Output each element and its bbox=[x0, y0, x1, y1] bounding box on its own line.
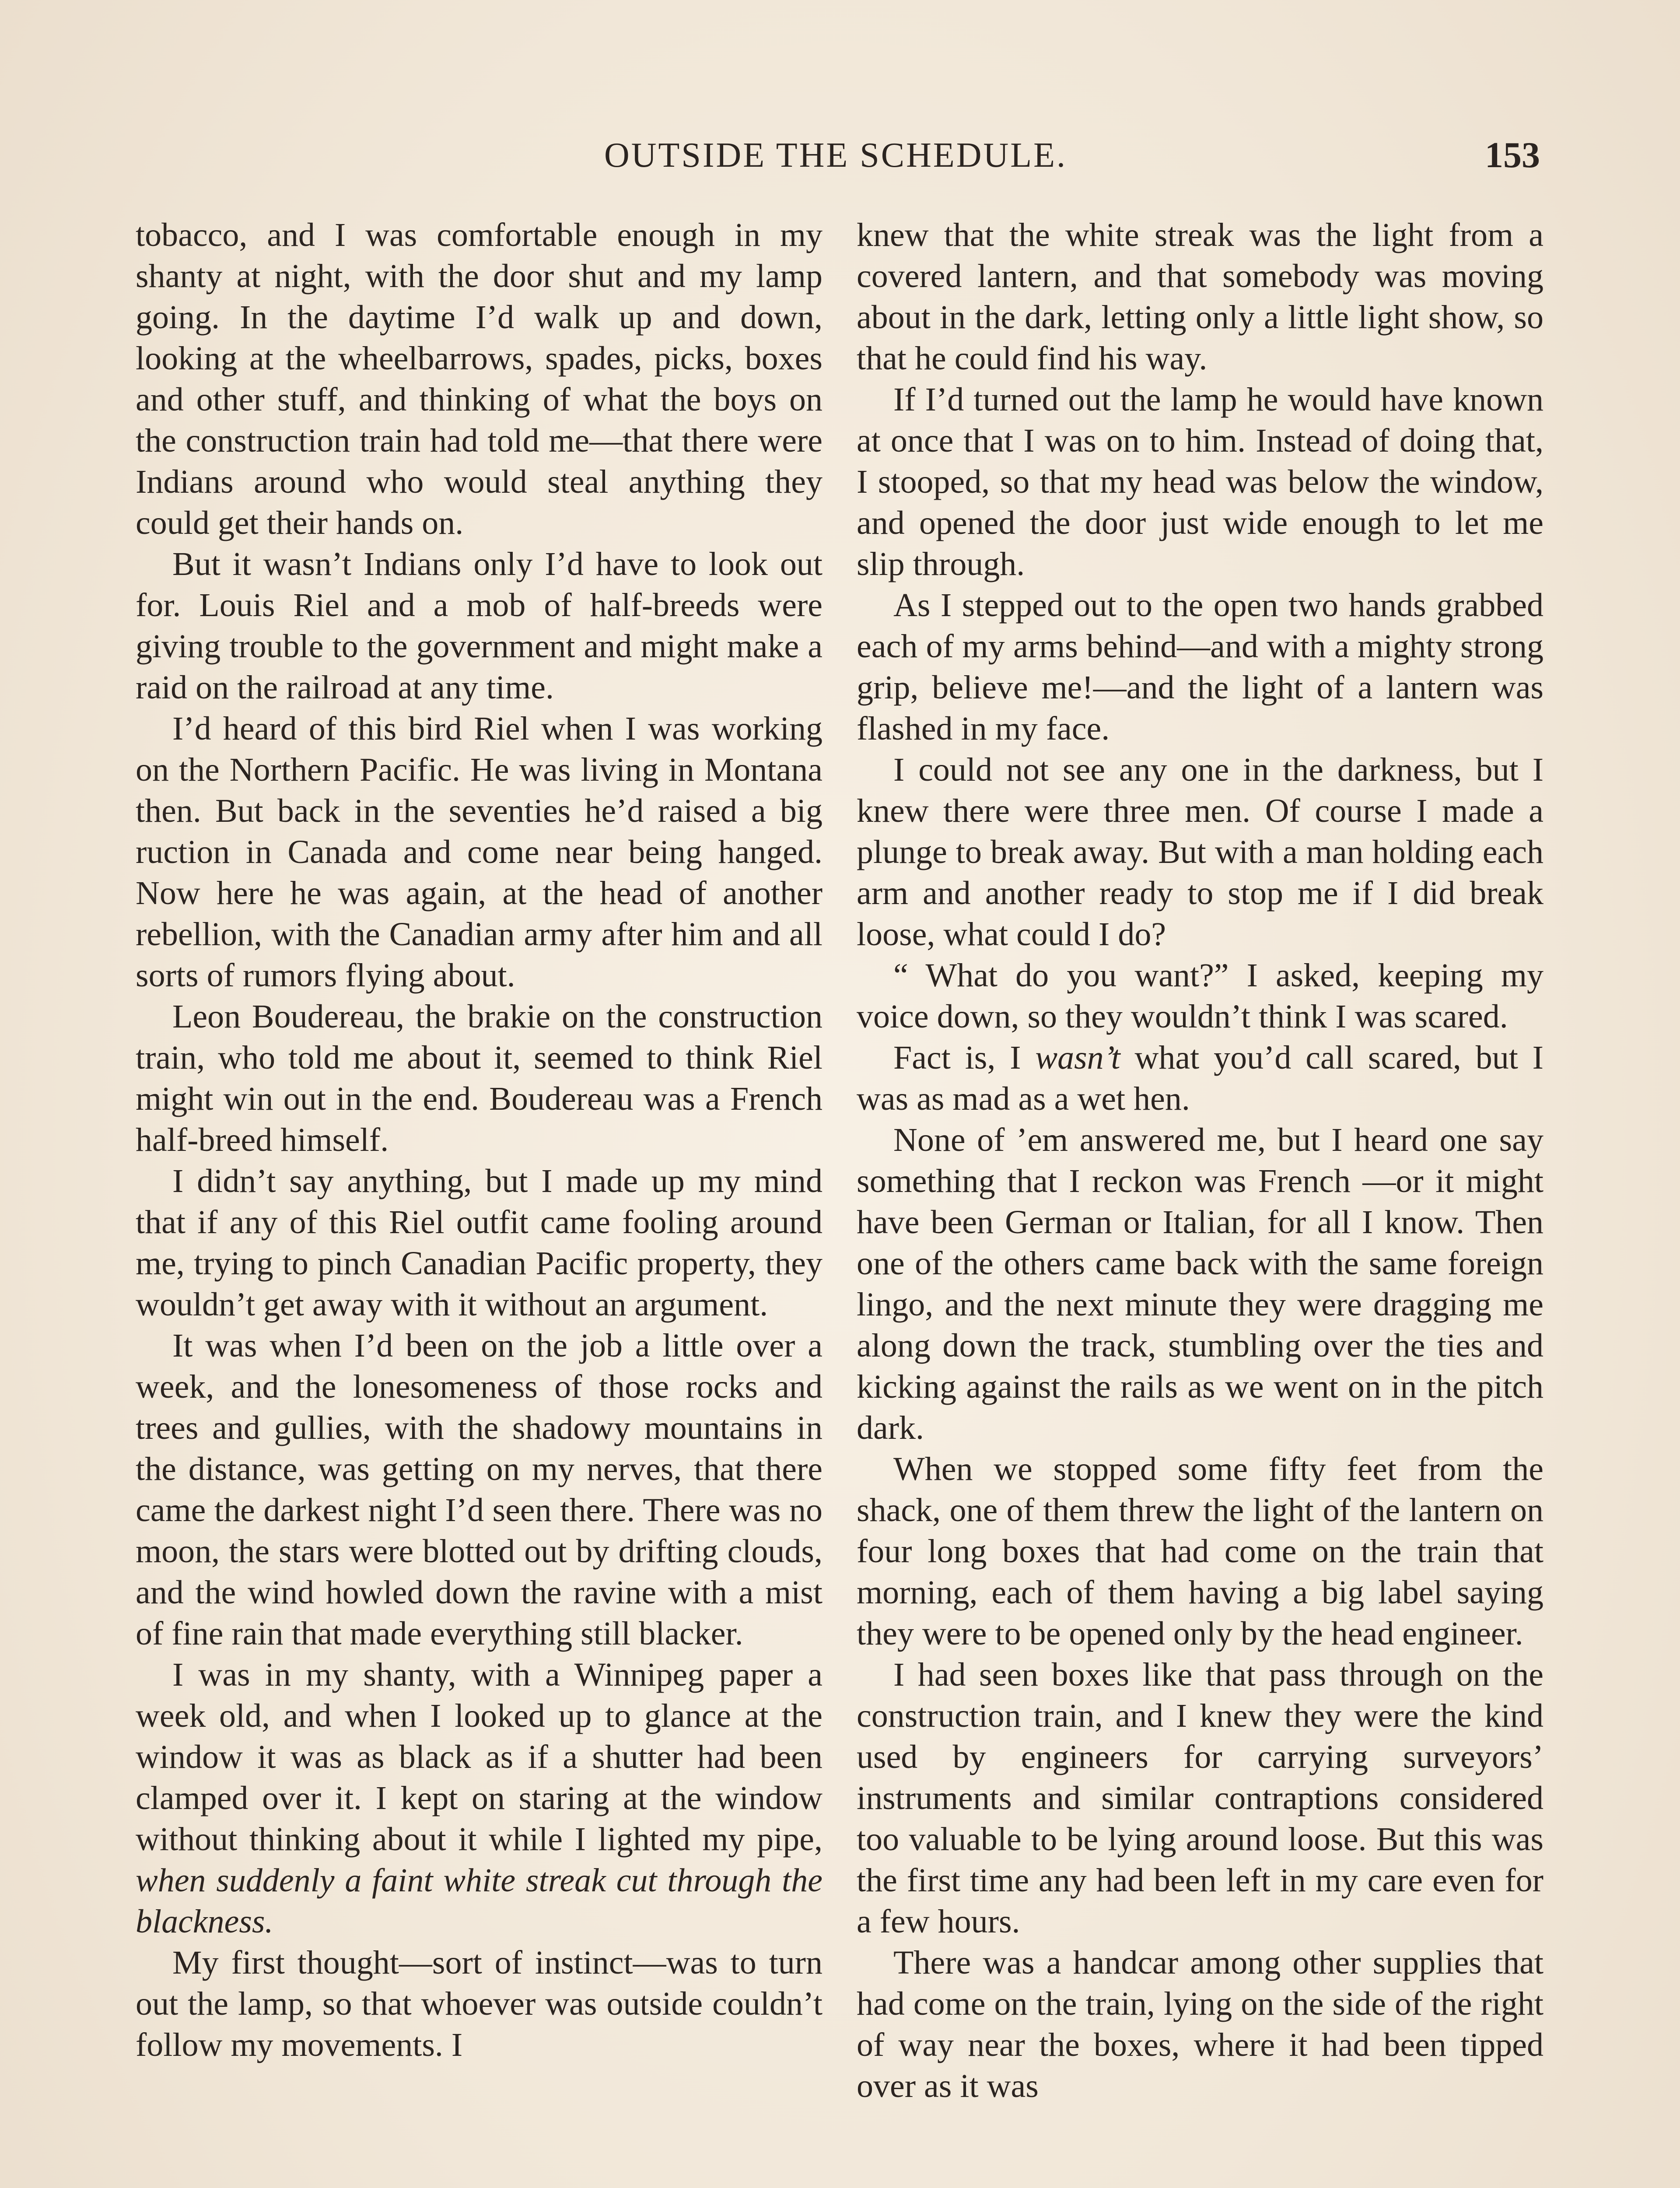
paragraph: My first thought—sort of instinct—was to turn out the lamp, so that whoever was outside couldn’t follow my movements. I bbox=[136, 1944, 822, 2063]
paragraph: None of ’em answered me, but I heard one say something that I reckon was French —or it might have been German or Italian, for all I know. Then one of the others came back with the same foreign lingo, and the next minute they were dragging me along down the track, stumbling over the ties and kicking against the rails as we went on in the pitch dark. bbox=[857, 1122, 1544, 1446]
paragraph: But it wasn’t Indians only I’d have to look out for. Louis Riel and a mob of half-breeds were giving trouble to the government and might make a raid on the railroad at any time. bbox=[136, 546, 822, 706]
paragraph: As I stepped out to the open two hands grabbed each of my arms behind—and with a mighty strong grip, believe me!—and the light of a lantern was flashed in my face. bbox=[857, 587, 1544, 747]
paragraph: knew that the white streak was the light from a covered lantern, and that somebody was moving about in the dark, letting only a little light show, so that he could find his way. bbox=[857, 217, 1544, 377]
paragraph bbox=[136, 1654, 822, 1942]
paragraph bbox=[857, 1037, 1544, 1119]
paragraph-text: Fact is, I bbox=[893, 1039, 1036, 1076]
page-number: 153 bbox=[1485, 135, 1540, 175]
paragraph: When we stopped some fifty feet from the shack, one of them threw the light of the lantern on four long boxes that had come on the train that morning, each of them having a big label saying they were to be opened only by the head engineer. bbox=[857, 1451, 1544, 1652]
paragraph-text: I was in my shanty, with a Winnipeg paper a week old, and when I looked up to glance at the window it was as black as if a shutter had been clamped over it. I kept on staring at the window without thinking about it while I lighted my pipe, bbox=[136, 1656, 822, 1858]
italic-text: when suddenly a faint white streak cut through the blackness. bbox=[136, 1862, 822, 1940]
paragraph: I could not see any one in the darkness, but I knew there were three men. Of course I made a plunge to break away. But with a man holding each arm and another ready to stop me if I did break loose, what could I do? bbox=[857, 751, 1544, 953]
paragraph: I’d heard of this bird Riel when I was working on the Northern Pacific. He was living in Montana then. But back in the seventies he’d raised a big ruction in Canada and come near being hanged. Now here he was again, at the head of another rebellion, with the Canadian army after him and all sorts of rumors flying about. bbox=[136, 710, 822, 994]
left-column bbox=[136, 214, 822, 2065]
paragraph: If I’d turned out the lamp he would have known at once that I was on to him. Instead of doing that, I stooped, so that my head was below the window, and opened the door just wide enough to let me slip through. bbox=[857, 381, 1544, 582]
paragraph: tobacco, and I was comfortable enough in my shanty at night, with the door shut and my lamp going. In the daytime I’d walk up and down, looking at the wheelbarrows, spades, picks, boxes and other stuff, and thinking of what the boys on the construction train had told me—that there were Indians around who would steal anything they could get their hands on. bbox=[136, 217, 822, 541]
paragraph: I didn’t say anything, but I made up my mind that if any of this Riel outfit came fooling around me, trying to pinch Canadian Pacific property, they wouldn’t get away with it without an argument. bbox=[136, 1163, 822, 1323]
paragraph-text: what you’d call scared, but I was as mad as a wet hen. bbox=[857, 1039, 1544, 1117]
running-title: OUTSIDE THE SCHEDULE. bbox=[604, 136, 1068, 175]
paragraph: There was a handcar among other supplies that had come on the train, lying on the side of the right of way near the boxes, where it had been tipped over as it was bbox=[857, 1944, 1544, 2104]
paragraph: “ What do you want?” I asked, keeping my voice down, so they wouldn’t think I was scared. bbox=[857, 957, 1544, 1035]
right-column bbox=[857, 214, 1544, 2107]
paragraph: I had seen boxes like that pass through on the construction train, and I knew they were the kind used by engineers for carrying surveyors’ instruments and similar contraptions considered too valuable to be lying around loose. But this was the first time any had been left in my care even for a few hours. bbox=[857, 1656, 1544, 1940]
italic-text: wasn’t bbox=[1035, 1039, 1120, 1076]
running-head bbox=[131, 131, 1540, 179]
paragraph: It was when I’d been on the job a little over a week, and the lonesomeness of those rocks and trees and gullies, with the shadowy mountains in the distance, was getting on my nerves, that there came the darkest night I’d seen there. There was no moon, the stars were blotted out by drifting clouds, and the wind howled down the ravine with a mist of fine rain that made everything still blacker. bbox=[136, 1327, 822, 1652]
paragraph: Leon Boudereau, the brakie on the construction train, who told me about it, seemed to think Riel might win out in the end. Boudereau was a French half-breed himself. bbox=[136, 998, 822, 1158]
